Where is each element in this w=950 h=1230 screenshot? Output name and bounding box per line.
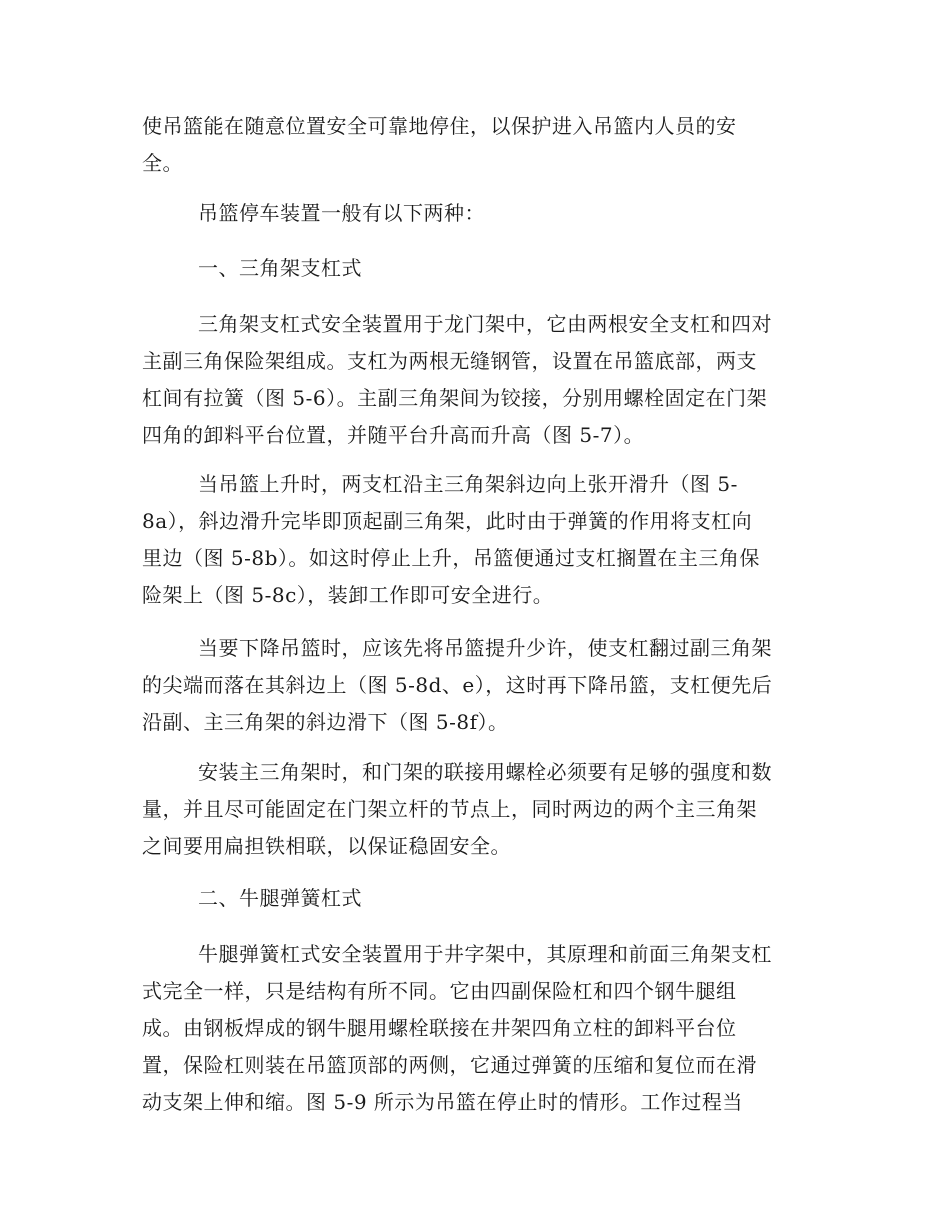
text-line: 式完全一样，只是结构有所不同。它由四副保险杠和四个钢牛腿组 bbox=[142, 979, 737, 1003]
section-heading-text: 二、牛腿弹簧杠式 bbox=[198, 886, 362, 910]
paragraph-5 bbox=[142, 630, 810, 741]
text-line: 四角的卸料平台位置，并随平台升高而升高（图 5-7）。 bbox=[142, 423, 645, 447]
text-line: 沿副、主三角架的斜边滑下（图 5-8f）。 bbox=[142, 710, 509, 734]
text-line: 牛腿弹簧杠式安全装置用于井字架中，其原理和前面三角架支杠 bbox=[198, 942, 772, 966]
section-heading-2 bbox=[142, 880, 810, 917]
text-line: 主副三角保险架组成。支杠为两根无缝钢管，设置在吊篮底部，两支 bbox=[142, 349, 757, 373]
text-line: 险架上（图 5-8c），装卸工作即可安全进行。 bbox=[142, 583, 554, 607]
paragraph-3 bbox=[142, 306, 810, 454]
text-line: 置，保险杠则装在吊篮顶部的两侧，它通过弹簧的压缩和复位而在滑 bbox=[142, 1053, 757, 1077]
section-heading-text: 一、三角架支杠式 bbox=[198, 256, 362, 280]
text-line: 安装主三角架时，和门架的联接用螺栓必须要有足够的强度和数 bbox=[198, 760, 772, 784]
paragraph-2 bbox=[142, 195, 810, 232]
text-line: 三角架支杠式安全装置用于龙门架中，它由两根安全支杠和四对 bbox=[198, 312, 772, 336]
text-line: 当吊篮上升时，两支杠沿主三角架斜边向上张开滑升（图 5- bbox=[198, 472, 738, 496]
text-line: 里边（图 5-8b）。如这时停止上升，吊篮便通过支杠搁置在主三角保 bbox=[142, 546, 760, 570]
paragraph-1 bbox=[142, 108, 810, 182]
paragraph-4 bbox=[142, 466, 810, 614]
text-line: 吊篮停车装置一般有以下两种： bbox=[198, 201, 485, 225]
text-line: 全。 bbox=[142, 151, 183, 175]
text-line: 当要下降吊篮时，应该先将吊篮提升少许，使支杠翻过副三角架 bbox=[198, 636, 772, 660]
text-line: 之间要用扁担铁相联，以保证稳固安全。 bbox=[142, 834, 511, 858]
paragraph-6 bbox=[142, 754, 810, 865]
text-line: 成。由钢板焊成的钢牛腿用螺栓联接在井架四角立柱的卸料平台位 bbox=[142, 1016, 737, 1040]
text-line: 8a），斜边滑升完毕即顶起副三角架，此时由于弹簧的作用将支杠向 bbox=[142, 509, 753, 533]
text-line: 杠间有拉簧（图 5-6）。主副三角架间为铰接，分别用螺栓固定在门架 bbox=[142, 386, 768, 410]
paragraph-7 bbox=[142, 936, 810, 1121]
text-line: 量，并且尽可能固定在门架立杆的节点上，同时两边的两个主三角架 bbox=[142, 797, 757, 821]
text-line: 动支架上伸和缩。图 5-9 所示为吊篮在停止时的情形。工作过程当 bbox=[142, 1090, 743, 1114]
section-heading-1 bbox=[142, 250, 810, 287]
text-line: 的尖端而落在其斜边上（图 5-8d、e），这时再下降吊篮，支杠便先后 bbox=[142, 673, 773, 697]
text-line: 使吊篮能在随意位置安全可靠地停住，以保护进入吊篮内人员的安 bbox=[142, 114, 737, 138]
